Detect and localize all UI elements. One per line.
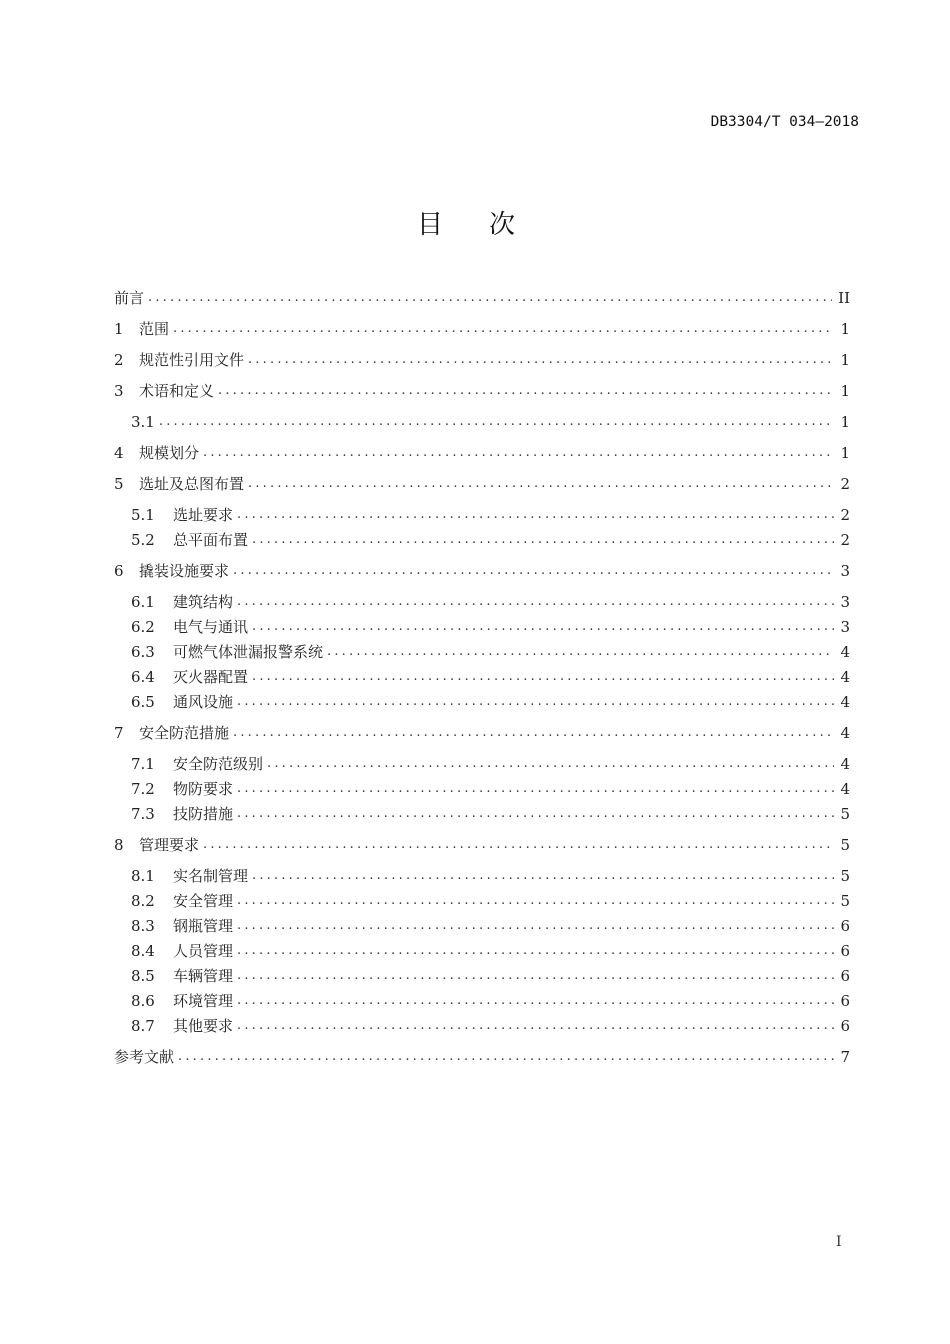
toc-leader-dots: [252, 864, 834, 888]
toc-entry-8-5[interactable]: [131, 964, 850, 988]
toc-entry-5-1[interactable]: [131, 503, 850, 527]
toc-entry-number: 6.4: [131, 668, 155, 686]
toc-entry-3-1[interactable]: [131, 410, 850, 434]
toc-page-number: 2: [840, 475, 850, 493]
toc-leader-dots: [233, 559, 834, 583]
toc-page-number: 5: [840, 805, 850, 823]
toc-entry-6[interactable]: [114, 559, 850, 583]
toc-entry-text: 物防要求: [173, 780, 234, 798]
document-code: DB3304/T 034—2018: [710, 114, 859, 130]
toc-entry-number: 7.1: [131, 755, 155, 773]
toc-entry-number: 8.1: [131, 867, 155, 885]
toc-entry-number: 8.3: [131, 917, 155, 935]
toc-leader-dots: [233, 721, 834, 745]
toc-entry-4[interactable]: [114, 441, 850, 465]
toc-leader-dots: [237, 939, 834, 963]
toc-leader-dots: [237, 914, 834, 938]
toc-entry-text: 建筑结构: [173, 593, 234, 611]
toc-entry-8-7[interactable]: [131, 1014, 850, 1038]
toc-entry-text: 通风设施: [173, 693, 234, 711]
toc-entry-8-6[interactable]: [131, 989, 850, 1013]
toc-entry-number: 8.7: [131, 1017, 155, 1035]
toc-page-number: 4: [840, 780, 850, 798]
toc-entry-1[interactable]: [114, 317, 850, 341]
toc-leader-dots: [237, 777, 834, 801]
toc-leader-dots: [218, 379, 834, 403]
toc-entry-text: 实名制管理: [173, 867, 249, 885]
toc-entry-text: 钢瓶管理: [173, 917, 234, 935]
toc-entry-preface[interactable]: [114, 286, 850, 310]
toc-entry-number: 7: [114, 724, 124, 742]
toc-entry-8-1[interactable]: [131, 864, 850, 888]
toc-entry-7-2[interactable]: [131, 777, 850, 801]
toc-entry-text: 规模划分: [139, 444, 200, 462]
toc-page-number: 5: [840, 867, 850, 885]
toc-entry-number: 8.4: [131, 942, 155, 960]
toc-entry-text: 范围: [139, 320, 170, 338]
toc-leader-dots: [248, 348, 834, 372]
toc-entry-5[interactable]: [114, 472, 850, 496]
toc-entry-text: 选址要求: [173, 506, 234, 524]
toc-entry-number: 1: [114, 320, 124, 338]
toc-leader-dots: [267, 752, 834, 776]
toc-entry-text: 安全管理: [173, 892, 234, 910]
toc-page-number: 4: [840, 755, 850, 773]
toc-entry-text: 参考文献: [114, 1048, 175, 1066]
toc-entry-8[interactable]: [114, 833, 850, 857]
toc-page-number: 5: [840, 892, 850, 910]
toc-entry-number: 8: [114, 836, 124, 854]
toc-leader-dots: [237, 964, 834, 988]
toc-entry-number: 2: [114, 351, 124, 369]
toc-entry-number: 5: [114, 475, 124, 493]
toc-page-number: 4: [840, 724, 850, 742]
toc-entry-number: 6.2: [131, 618, 155, 636]
toc-leader-dots: [203, 441, 834, 465]
toc-entry-text: 其他要求: [173, 1017, 234, 1035]
toc-leader-dots: [248, 472, 834, 496]
toc-entry-number: 5.1: [131, 506, 155, 524]
page-number: I: [836, 1234, 842, 1250]
toc-entry-7[interactable]: [114, 721, 850, 745]
toc-leader-dots: [173, 317, 834, 341]
toc-page-number: II: [838, 289, 850, 307]
toc-entry-number: 6.5: [131, 693, 155, 711]
toc-entry-text: 安全防范措施: [139, 724, 230, 742]
toc-entry-text: 电气与通讯: [173, 618, 249, 636]
toc-entry-6-4[interactable]: [131, 665, 850, 689]
toc-leader-dots: [327, 640, 834, 664]
toc-leader-dots: [237, 590, 834, 614]
toc-leader-dots: [252, 528, 834, 552]
toc-leader-dots: [237, 503, 834, 527]
toc-page-number: 1: [840, 351, 850, 369]
toc-page-number: 3: [840, 593, 850, 611]
toc-entry-text: 撬装设施要求: [139, 562, 230, 580]
toc-entry-text: 环境管理: [173, 992, 234, 1010]
toc-entry-6-2[interactable]: [131, 615, 850, 639]
toc-leader-dots: [178, 1045, 834, 1069]
toc-page-number: 6: [840, 942, 850, 960]
toc-leader-dots: [237, 690, 834, 714]
toc-entry-8-3[interactable]: [131, 914, 850, 938]
toc-entry-number: 8.6: [131, 992, 155, 1010]
toc-leader-dots: [237, 889, 834, 913]
toc-entry-number: 7.3: [131, 805, 155, 823]
toc-entry-text: 人员管理: [173, 942, 234, 960]
toc-leader-dots: [237, 802, 834, 826]
toc-entry-text: 技防措施: [173, 805, 234, 823]
toc-page-number: 2: [840, 506, 850, 524]
toc-entry-number: 8.5: [131, 967, 155, 985]
toc-entry-text: 总平面布置: [173, 531, 249, 549]
toc-page-number: 4: [840, 693, 850, 711]
toc-entry-number: 8.2: [131, 892, 155, 910]
toc-page-number: 4: [840, 668, 850, 686]
toc-entry-7-1[interactable]: [131, 752, 850, 776]
toc-page-number: 2: [840, 531, 850, 549]
toc-page-number: 7: [840, 1048, 850, 1066]
toc-entry-2[interactable]: [114, 348, 850, 372]
toc-page-number: 3: [840, 618, 850, 636]
toc-page-number: 1: [840, 320, 850, 338]
toc-entry-6-1[interactable]: [131, 590, 850, 614]
toc-entry-number: 3.1: [131, 413, 155, 431]
toc-entry-number: 5.2: [131, 531, 155, 549]
toc-entry-number: 4: [114, 444, 124, 462]
toc-entry-6-3[interactable]: [131, 640, 850, 664]
toc-entry-number: 7.2: [131, 780, 155, 798]
toc-page-number: 4: [840, 643, 850, 661]
toc-leader-dots: [252, 665, 834, 689]
toc-page-number: 1: [840, 413, 850, 431]
toc-entry-text: 车辆管理: [173, 967, 234, 985]
toc-page-number: 6: [840, 917, 850, 935]
toc-leader-dots: [237, 989, 834, 1013]
toc-entry-8-4[interactable]: [131, 939, 850, 963]
toc-leader-dots: [252, 615, 834, 639]
toc-page-number: 6: [840, 1017, 850, 1035]
toc-leader-dots: [203, 833, 834, 857]
toc-entry-5-2[interactable]: [131, 528, 850, 552]
toc-entry-text: 安全防范级别: [173, 755, 264, 773]
toc-entry-number: 6.3: [131, 643, 155, 661]
toc-entry-text: 可燃气体泄漏报警系统: [173, 643, 324, 661]
toc-entry-text: 前言: [114, 289, 145, 307]
toc-leader-dots: [237, 1014, 834, 1038]
toc-entry-number: 3: [114, 382, 124, 400]
toc-page-number: 6: [840, 992, 850, 1010]
toc-title: 目次: [416, 210, 561, 240]
toc-entry-number: 6.1: [131, 593, 155, 611]
toc-page-number: 1: [840, 444, 850, 462]
toc-page-number: 6: [840, 967, 850, 985]
toc-entry-text: 灭火器配置: [173, 668, 249, 686]
toc-entry-text: 选址及总图布置: [139, 475, 245, 493]
toc-page-number: 1: [840, 382, 850, 400]
toc-entry-text: 管理要求: [139, 836, 200, 854]
toc-page-number: 3: [840, 562, 850, 580]
toc-entry-text: 规范性引用文件: [139, 351, 245, 369]
toc-entry-text: 术语和定义: [139, 382, 215, 400]
toc-page-number: 5: [840, 836, 850, 854]
toc-entry-3[interactable]: [114, 379, 850, 403]
toc-leader-dots: [148, 286, 832, 310]
toc-entry-8-2[interactable]: [131, 889, 850, 913]
toc-entry-6-5[interactable]: [131, 690, 850, 714]
toc-entry-references[interactable]: [114, 1045, 850, 1069]
toc-entry-number: 6: [114, 562, 124, 580]
toc-leader-dots: [159, 410, 834, 434]
toc-entry-7-3[interactable]: [131, 802, 850, 826]
